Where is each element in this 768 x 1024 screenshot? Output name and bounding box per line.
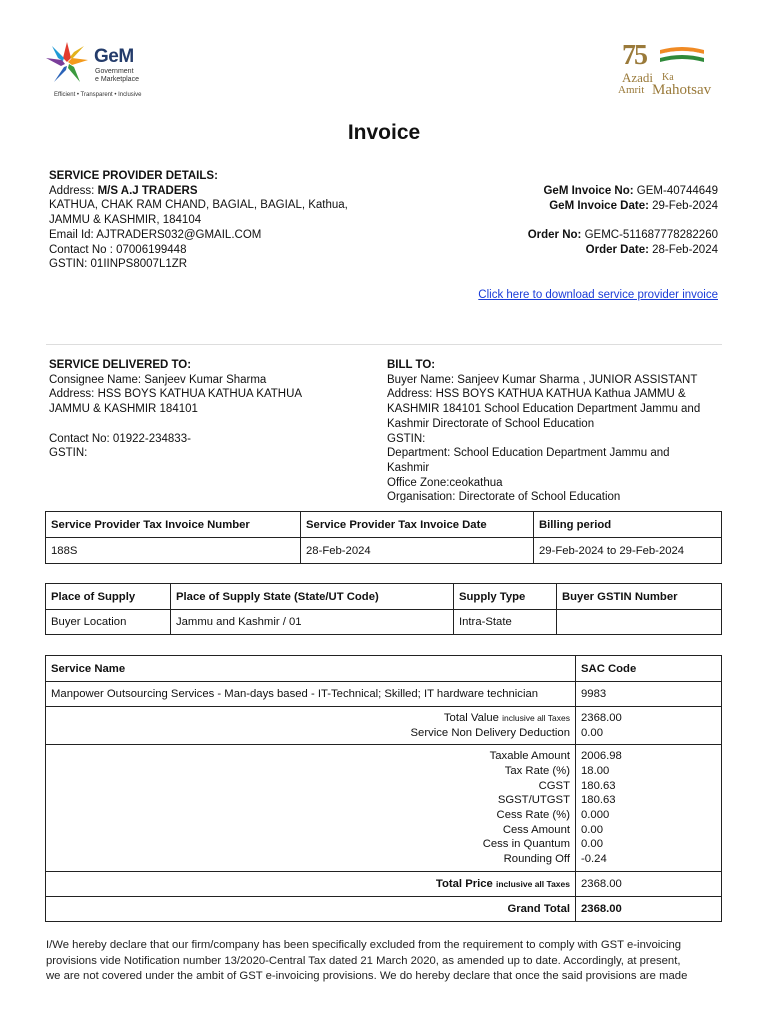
bill-address-3: Kashmir Directorate of School Education xyxy=(387,417,595,430)
order-date-label: Order Date: xyxy=(585,243,649,256)
delivered-address-2: JAMMU & KASHMIR 184101 xyxy=(49,403,198,416)
azadi-ka: Ka xyxy=(662,72,674,83)
non-delivery-label: Service Non Delivery Deduction xyxy=(410,726,570,739)
table-row xyxy=(46,682,722,707)
table-header-row xyxy=(46,512,722,538)
table-header-row xyxy=(46,584,722,610)
section-divider xyxy=(46,344,722,345)
table-header-cell: Billing period xyxy=(534,512,722,538)
delivered-contact: Contact No: 01922-234833- xyxy=(49,432,191,445)
table-row xyxy=(46,610,722,635)
order-number: GEMC-511687778282260 xyxy=(584,229,718,242)
table-row xyxy=(46,872,722,897)
tax-label: CGST xyxy=(538,779,570,792)
order-number-row xyxy=(528,228,718,243)
table-header-cell: Place of Supply xyxy=(46,584,171,610)
delivered-gstin: GSTIN: xyxy=(49,447,88,460)
service-provider-details xyxy=(49,169,348,272)
table-row xyxy=(46,897,722,922)
gem-tagline: Efficient • Transparent • Inclusive xyxy=(54,92,142,98)
provider-gstin: GSTIN: 01IINPS8007L1ZR xyxy=(49,258,188,271)
tax-value: 0.00 xyxy=(581,823,603,836)
bill-address-1: Address: HSS BOYS KATHUA KATHUA Kathua JAMMU & xyxy=(387,388,686,401)
total-value: 2368.00 xyxy=(581,711,622,724)
bill-address-2: KASHMIR 184101 School Education Department Jammu and xyxy=(387,403,701,416)
bill-department-2: Kashmir xyxy=(387,461,430,474)
tax-value: -0.24 xyxy=(581,853,607,866)
total-price-label-cell xyxy=(46,872,576,897)
azadi-logo xyxy=(616,40,726,102)
invoice-date-row xyxy=(528,199,718,214)
gem-subtitle-line2: e Marketplace xyxy=(95,76,139,83)
table-header-cell: Buyer GSTIN Number xyxy=(557,584,722,610)
service-name-cell: Manpower Outsourcing Services - Man-days based - IT-Technical; Skilled; IT hardware technician xyxy=(46,682,576,707)
tax-label: Rounding Off xyxy=(503,853,570,866)
provider-contact: Contact No : 07006199448 xyxy=(49,243,187,256)
total-value-labels xyxy=(46,707,576,745)
table-cell: Buyer Location xyxy=(46,610,171,635)
non-delivery-value: 0.00 xyxy=(581,726,603,739)
table-cell xyxy=(557,610,722,635)
total-price-value: 2368.00 xyxy=(576,872,722,897)
tax-label: Cess in Quantum xyxy=(482,838,570,851)
declaration-line: provisions vide Notification number 13/2020-Central Tax dated 21 March 2020, as amended up to date. Accordingly, at present, xyxy=(46,954,681,967)
azadi-75: 75 xyxy=(622,40,646,71)
bill-department-1: Department: School Education Department Jammu and xyxy=(387,447,670,460)
gem-logo xyxy=(44,40,162,102)
table-header-cell: Place of Supply State (State/UT Code) xyxy=(171,584,454,610)
tax-label: Taxable Amount xyxy=(489,750,570,763)
tax-value: 18.00 xyxy=(581,764,610,777)
order-date-row xyxy=(528,243,718,258)
bill-to xyxy=(387,358,700,505)
table-row xyxy=(46,538,722,564)
table-header-row xyxy=(46,656,722,682)
tax-label: Tax Rate (%) xyxy=(504,764,570,777)
azadi-word: Azadi xyxy=(622,70,654,85)
service-delivered-to xyxy=(49,358,302,461)
grand-total-label: Grand Total xyxy=(46,897,576,922)
table-cell: 29-Feb-2024 to 29-Feb-2024 xyxy=(534,538,722,564)
total-value-label-row xyxy=(51,711,570,726)
table-cell: Intra-State xyxy=(454,610,557,635)
provider-address-1: KATHUA, CHAK RAM CHAND, BAGIAL, BAGIAL, Kathua, xyxy=(49,199,348,212)
bill-gstin: GSTIN: xyxy=(387,432,426,445)
total-value-suffix: inclusive all Taxes xyxy=(502,712,570,723)
invoice-number-label: GeM Invoice No: xyxy=(543,185,634,197)
table-header-cell: Supply Type xyxy=(454,584,557,610)
sac-code-cell: 9983 xyxy=(576,682,722,707)
place-of-supply-table xyxy=(45,583,722,635)
provider-name: M/S A.J TRADERS xyxy=(97,184,198,197)
table-header-cell: SAC Code xyxy=(576,656,722,682)
gem-subtitle-line1: Government xyxy=(95,68,134,75)
tax-value: 180.63 xyxy=(581,794,616,807)
table-row xyxy=(46,745,722,872)
order-number-label: Order No: xyxy=(527,229,582,242)
invoice-number-row xyxy=(528,184,718,199)
declaration-line: we are not covered under the ambit of GST e-invoicing provisions. We do hereby declare that once the said provisions are made xyxy=(46,970,688,982)
grand-total-value: 2368.00 xyxy=(576,897,722,922)
provider-address-2: JAMMU & KASHMIR, 184104 xyxy=(49,214,202,227)
delivered-address-1: Address: HSS BOYS KATHUA KATHUA KATHUA xyxy=(49,388,303,401)
order-date: 28-Feb-2024 xyxy=(652,243,718,256)
table-header-cell: Service Provider Tax Invoice Number xyxy=(46,512,301,538)
table-cell: 188S xyxy=(46,538,301,564)
provider-heading: SERVICE PROVIDER DETAILS: xyxy=(49,170,218,182)
table-row xyxy=(46,707,722,745)
tax-value: 0.000 xyxy=(581,809,610,821)
bill-organisation: Organisation: Directorate of School Education xyxy=(387,491,621,504)
total-value-label: Total Value xyxy=(443,711,499,724)
invoice-number-table xyxy=(45,511,722,564)
total-value-values xyxy=(576,707,722,745)
tax-value: 180.63 xyxy=(581,779,616,792)
invoice-date: 29-Feb-2024 xyxy=(652,199,718,212)
table-cell: Jammu and Kashmir / 01 xyxy=(171,610,454,635)
provider-email: Email Id: AJTRADERS032@GMAIL.COM xyxy=(49,228,262,241)
tax-labels xyxy=(46,745,576,872)
invoice-date-label: GeM Invoice Date: xyxy=(549,199,649,212)
page-title: Invoice xyxy=(347,121,421,144)
consignee-name: Consignee Name: Sanjeev Kumar Sharma xyxy=(49,373,267,386)
gem-wordmark: GeM xyxy=(94,46,134,67)
total-price-suffix: inclusive all Taxes xyxy=(495,879,570,889)
tax-values xyxy=(576,745,722,872)
total-price-label: Total Price xyxy=(435,878,493,890)
tax-label: SGST/UTGST xyxy=(497,794,570,807)
invoice-number: GEM-40744649 xyxy=(636,185,718,197)
bill-office-zone: Office Zone:ceokathua xyxy=(387,476,503,489)
azadi-mahotsav: Mahotsav xyxy=(652,82,712,98)
provider-address-name xyxy=(49,184,348,199)
tax-value: 0.00 xyxy=(581,838,603,851)
buyer-name: Buyer Name: Sanjeev Kumar Sharma , JUNIOR ASSISTANT xyxy=(387,373,698,386)
azadi-amrit: Amrit xyxy=(618,84,645,96)
gem-star-icon xyxy=(44,40,90,86)
table-header-cell: Service Name xyxy=(46,656,576,682)
tax-label: Cess Rate (%) xyxy=(496,809,570,821)
bill-to-heading: BILL TO: xyxy=(387,359,436,371)
provider-address-label: Address: xyxy=(49,184,95,197)
delivered-heading: SERVICE DELIVERED TO: xyxy=(49,359,192,371)
tricolor-flag-icon xyxy=(660,46,704,64)
tax-value: 2006.98 xyxy=(581,750,622,763)
table-header-cell: Service Provider Tax Invoice Date xyxy=(301,512,534,538)
tax-label: Cess Amount xyxy=(502,823,570,836)
service-amount-table xyxy=(45,655,722,922)
declaration-line: I/We hereby declare that our firm/company has been specifically excluded from the requirement to comply with GST e-invoicing xyxy=(46,939,682,951)
declaration xyxy=(46,938,722,985)
download-provider-invoice-link[interactable]: Click here to download service provider invoice xyxy=(478,289,718,301)
gem-subtitle xyxy=(95,68,139,84)
table-cell: 28-Feb-2024 xyxy=(301,538,534,564)
invoice-meta xyxy=(528,184,718,258)
